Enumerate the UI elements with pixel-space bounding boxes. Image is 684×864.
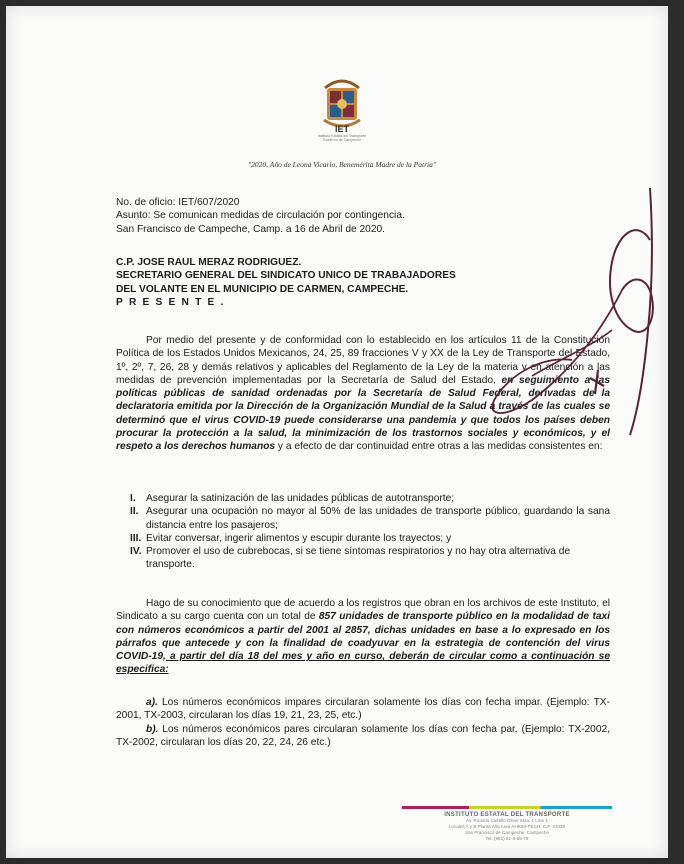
- list-item: III. Evitar conversar, ingerir alimentos y escupir durante los trayectos; y: [130, 532, 452, 544]
- footer-color-bar: [402, 806, 612, 809]
- health-policy-emphasis: en seguimiento a las políticas públicas de sanidad ordenadas por la Secretaría de Salud Federal, derivadas de la declaratoria emitida por la Dirección de la Organización Mundial de la Salud a través de las cuales se determinó que el virus COVID-19 puede considerarse una pandemia y que todos los países deben procurar la protección a la salud, la minimización de los trastornos sociales y económicos, y el respeto a los derechos humanos: [116, 374, 611, 453]
- rules-block: [116, 696, 610, 749]
- circulation-start-emphasis: a partir del día 18 del mes y año en curso, deberán de circular como a continuación se especifica:: [116, 651, 610, 676]
- institution-footer: INSTITUTO ESTATAL DEL TRANSPORTE Av. Ricardo Castillo Oliver Mza. 1 Lote 1 Locales A y B Planta Alta Area AHKIM-PECH. C.P. 24030 San Francisco de Campeche, Campeche Tel. (981) 81-6-59-79: [398, 806, 616, 842]
- logo-subtitle: Instituto Estatal del Transporte Gobierno de Campeche: [317, 134, 367, 142]
- oficio-number: No. de oficio: IET/607/2020: [116, 197, 240, 208]
- addressee-title-1: SECRETARIO GENERAL DEL SINDICATO UNICO DE TRABAJADORES: [116, 270, 456, 282]
- list-item: II. Asegurar una ocupación no mayor al 50% de las unidades de transporte público, guardando la sana distancia entre los pasajeros;: [130, 506, 610, 531]
- handwritten-signature: [462, 180, 662, 440]
- list-item: IV. Promover el uso de cubrebocas, si se tiene síntomas respiratorios y no hay otra alternativa de transporte.: [130, 546, 571, 571]
- rule-odd: a). Los números económicos impares circularan solamente los días con fecha impar. (Ejemplo: TX-2001, TX-2003, circularan los días 19, 21, 23, 25, etc.): [116, 697, 610, 722]
- place-date: San Francisco de Campeche, Camp. a 16 de Abril de 2020.: [116, 223, 385, 235]
- list-item: I. Asegurar la satinización de las unidades públicas de autotransporte;: [130, 493, 455, 504]
- year-motto: "2020, Año de Leona Vicario, Benemérita Madre de la Patria": [247, 160, 436, 169]
- logo-acronym: IET: [334, 124, 349, 134]
- presente-line: PRESENTE.: [116, 296, 230, 308]
- units-emphasis: 857 unidades de transporte público en la modalidad de taxi con números económicos a partir del 2001 al 2857, dichas unidades en base a lo expresado en los párrafos que antecede y con la finalidad de coadyuvar en la estrategia de contención del virus COVID-19,: [116, 611, 610, 663]
- intro-paragraph: Por medio del presente y de conformidad con lo establecido en los artículos 11 de la Constitución Política de los Estados Unidos Mexicanos, 24, 25, 89 fracciones V y XX de la Ley de Transporte del Estado, 1º, 2º, 7, 26, 28 y demás relativos y aplicables del Reglamento de la Ley de la materia y en atención a las medidas de prevención implementadas por la Secretaría de Salud del Estado, en seguimiento a las políticas públicas de sanidad ordenadas por la Secretaría de Salud Federal, derivadas de la declaratoria emitida por la Dirección de la Organización Mundial de la Salud a través de las cuales se determinó que el virus COVID-19 puede considerarse una pandemia y que todos los países deben procurar la protección a la salud, la minimización de los trastornos sociales y económicos, y el respeto a los derechos humanos y a efecto de dar continuidad entre otras a las medidas consistentes en:: [116, 335, 611, 453]
- addressee-title-2: DEL VOLANTE EN EL MUNICIPIO DE CARMEN, CAMPECHE.: [116, 283, 409, 295]
- rule-even: b). Los números económicos pares circularan solamente los días con fecha par. (Ejemplo: TX-2002, TX-2002, circularan los días 20, 22, 24, 26 etc.): [116, 723, 610, 748]
- addressee-name: C.P. JOSE RAUL MERAZ RODRIGUEZ.: [116, 257, 302, 268]
- measures-list: [130, 492, 610, 572]
- subject-line: Asunto: Se comunican medidas de circulación por contingencia.: [116, 210, 405, 222]
- letter-meta: [116, 196, 405, 236]
- addressee-block: [116, 256, 456, 309]
- units-paragraph: Hago de su conocimiento que de acuerdo a los registros que obran en los archivos de este Instituto, el Sindicato a su cargo cuenta con un total de 857 unidades de transporte público en la modalidad de taxi con números económicos a partir del 2001 al 2857, dichas unidades en base a lo expresado en los párrafos que antecede y con la finalidad de coadyuvar en la estrategia de contención del virus COVID-19, a partir del día 18 del mes y año en curso, deberán de circular como a continuación se especifica:: [116, 598, 610, 676]
- footer-title: INSTITUTO ESTATAL DEL TRANSPORTE: [444, 812, 570, 818]
